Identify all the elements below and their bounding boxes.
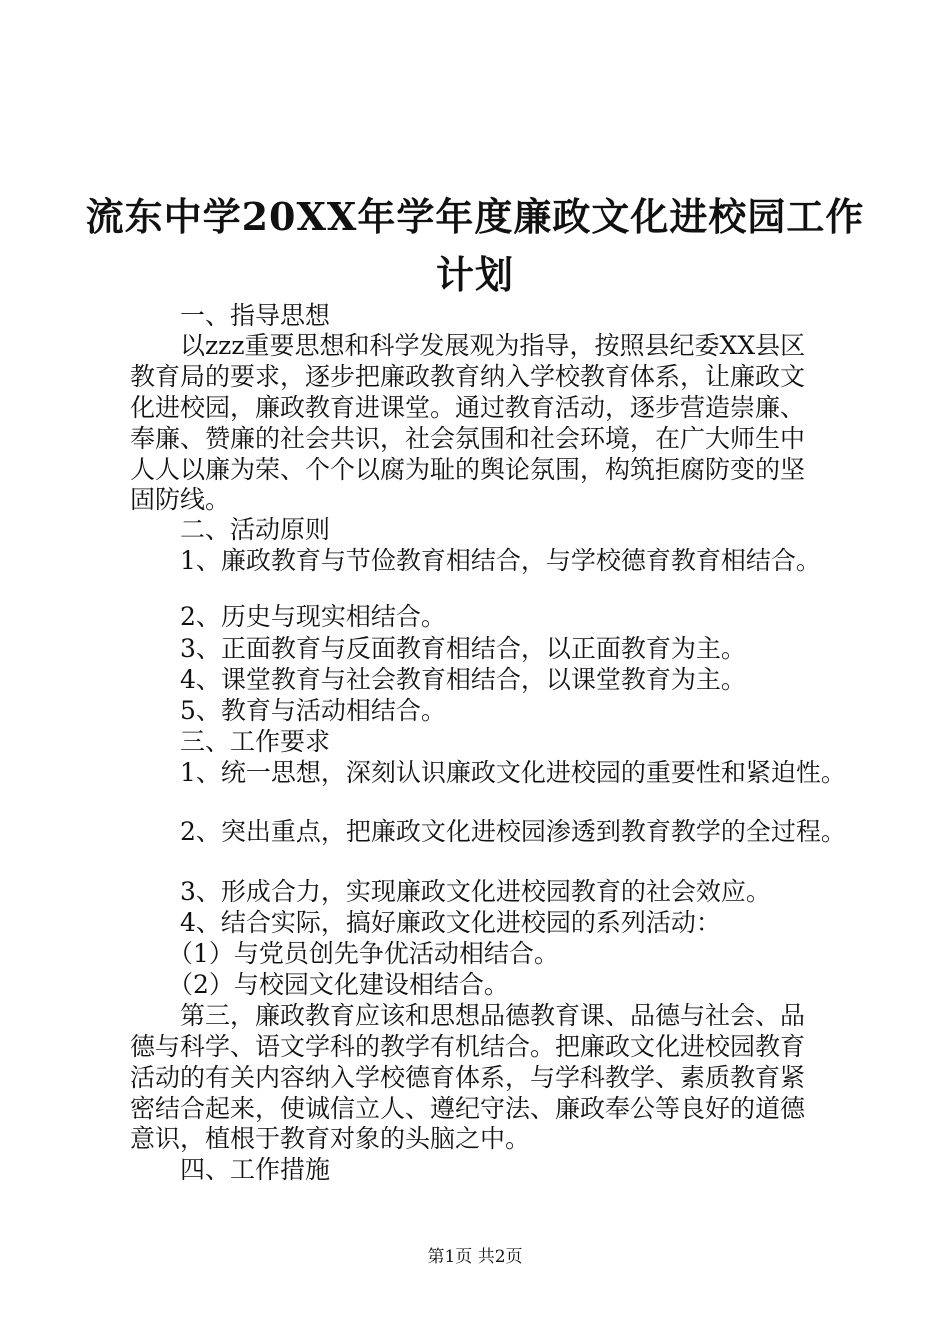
doc-title-line-1: 流东中学20XX年学年度廉政文化进校园工作 [85, 194, 865, 239]
paragraph-line: 化进校园，廉政教育进课堂。通过教育活动，逐步营造崇廉、 [130, 393, 806, 422]
paragraph-line: 第三，廉政教育应该和思想品德教育课、品德与社会、品 [180, 1001, 806, 1030]
list-item: 3、正面教育与反面教育相结合，以正面教育为主。 [180, 634, 746, 663]
heading-guiding-thought: 一、指导思想 [180, 301, 331, 330]
paragraph-line: 德与科学、语文学科的教学有机结合。把廉政文化进校园教育 [130, 1032, 806, 1061]
heading-work-measures: 四、工作措施 [180, 1155, 331, 1184]
list-item: 1、廉政教育与节俭教育相结合，与学校德育教育相结合。 [180, 546, 821, 575]
heading-activity-principles: 二、活动原则 [180, 515, 331, 544]
list-item: 1、统一思想，深刻认识廉政文化进校园的重要性和紧迫性。 [180, 758, 846, 787]
list-item: 3、形成合力，实现廉政文化进校园教育的社会效应。 [180, 877, 771, 906]
paragraph-line: 奉廉、赞廉的社会共识，社会氛围和社会环境，在广大师生中 [130, 424, 806, 453]
sub-list-item: （2）与校园文化建设相结合。 [168, 970, 509, 999]
heading-work-requirements: 三、工作要求 [180, 727, 331, 756]
sub-list-item: （1）与党员创先争优活动相结合。 [168, 939, 559, 968]
list-item: 2、突出重点，把廉政文化进校园渗透到教育教学的全过程。 [180, 817, 846, 846]
paragraph-line: 意识，植根于教育对象的头脑之中。 [130, 1124, 531, 1153]
list-item: 2、历史与现实相结合。 [180, 602, 446, 631]
paragraph-line: 固防线。 [130, 485, 231, 514]
list-item: 5、教育与活动相结合。 [180, 696, 446, 725]
doc-title-line-2: 计划 [435, 252, 514, 297]
paragraph-line: 以zzz重要思想和科学发展观为指导，按照县纪委XX县区 [180, 331, 806, 360]
paragraph-line: 密结合起来，使诚信立人、遵纪守法、廉政奉公等良好的道德 [130, 1094, 806, 1123]
paragraph-line: 人人以廉为荣、个个以腐为耻的舆论氛围，构筑拒腐防变的坚 [130, 455, 806, 484]
page-number-footer: 第1页 共2页 [427, 1247, 523, 1267]
list-item: 4、结合实际，搞好廉政文化进校园的系列活动： [180, 908, 721, 937]
list-item: 4、课堂教育与社会教育相结合，以课堂教育为主。 [180, 665, 746, 694]
paragraph-line: 活动的有关内容纳入学校德育体系，与学科教学、素质教育紧 [130, 1063, 806, 1092]
paragraph-line: 教育局的要求，逐步把廉政教育纳入学校教育体系，让廉政文 [130, 362, 806, 391]
